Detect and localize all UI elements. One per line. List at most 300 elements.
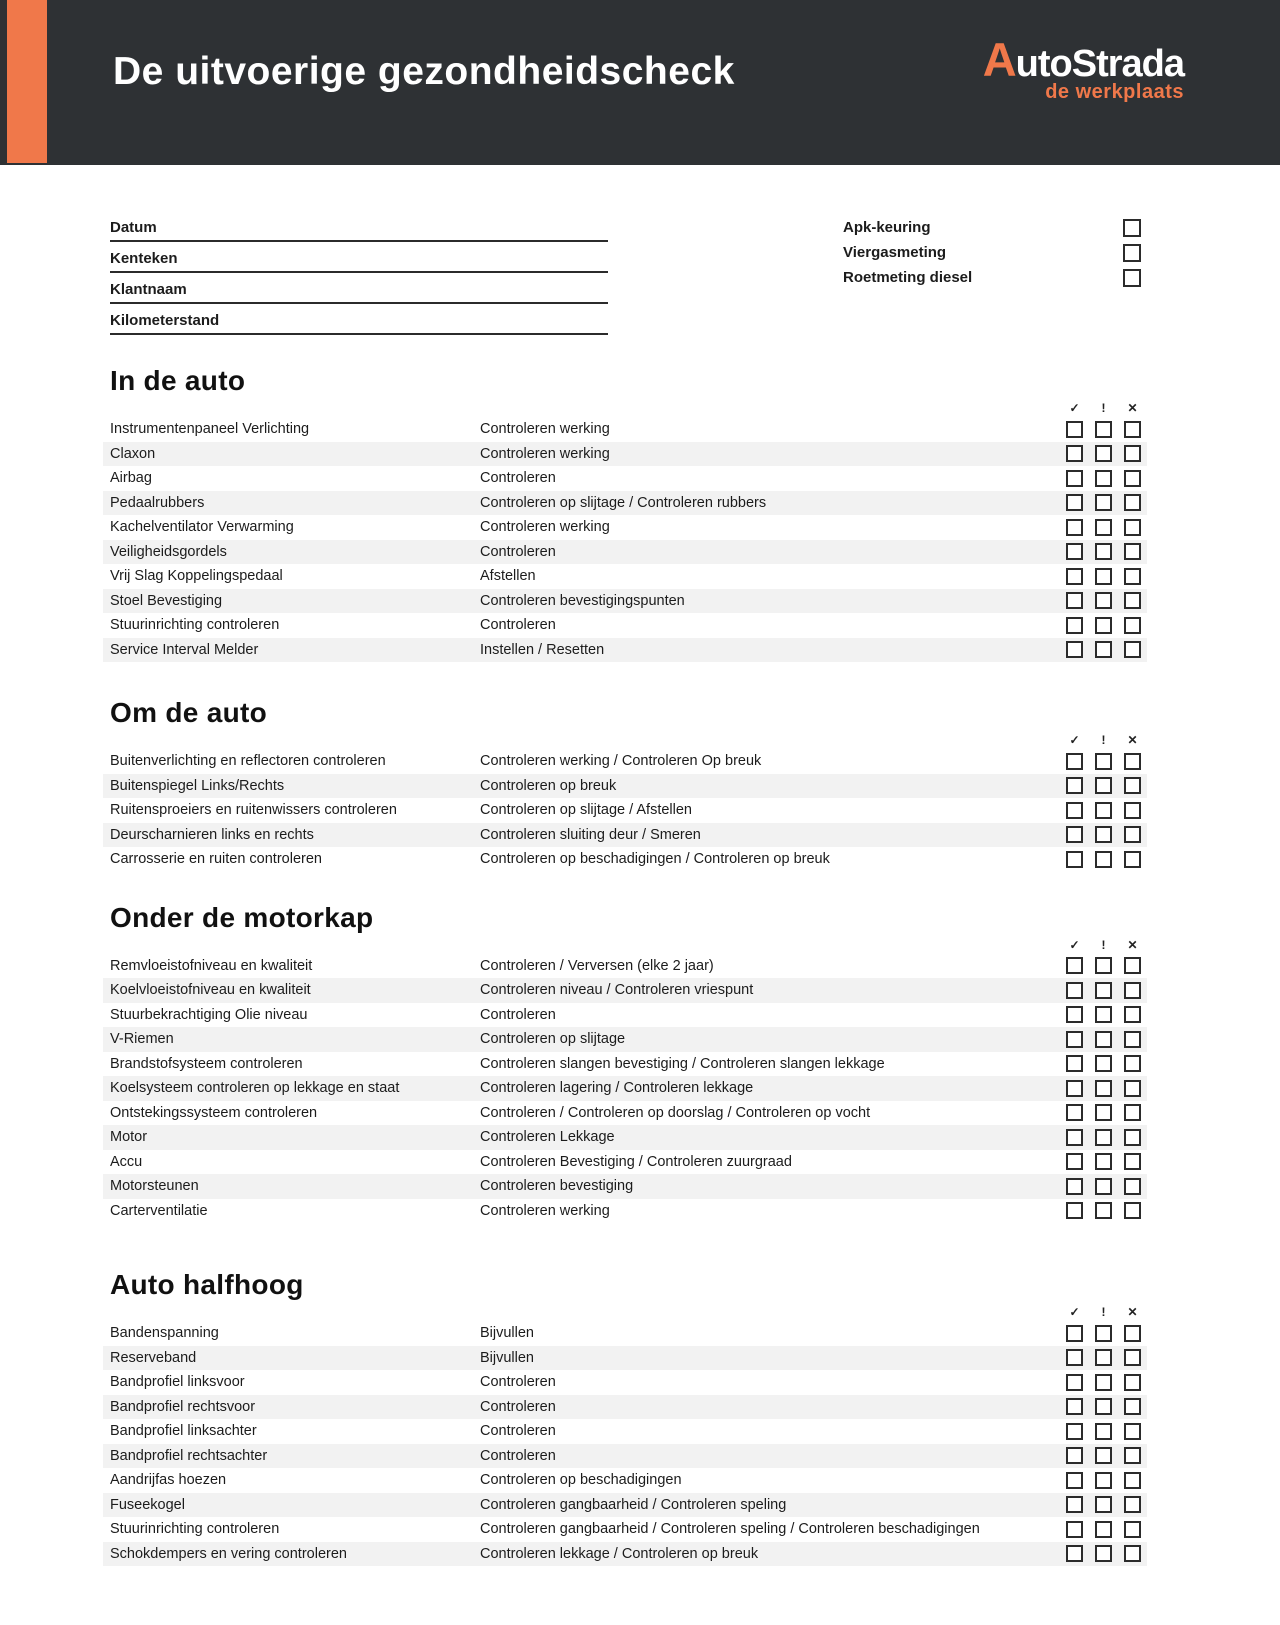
checkbox-fail[interactable] — [1124, 641, 1141, 658]
checkbox-attention[interactable] — [1095, 1153, 1112, 1170]
legend-attention-icon: ! — [1101, 733, 1106, 747]
checkbox-fail[interactable] — [1124, 1447, 1141, 1464]
checkbox-ok[interactable] — [1066, 826, 1083, 843]
checkbox-attention[interactable] — [1095, 494, 1112, 511]
row-item-label: Bandprofiel rechtsachter — [110, 1447, 268, 1464]
checkbox-fail[interactable] — [1124, 494, 1141, 511]
check-row — [103, 1101, 1147, 1126]
check-row — [103, 847, 1147, 872]
checkbox-ok[interactable] — [1066, 592, 1083, 609]
row-checkboxes — [1066, 1129, 1141, 1146]
row-action-label: Controleren bevestiging — [480, 1178, 634, 1195]
checkbox-attention[interactable] — [1095, 445, 1112, 462]
checklist-sections — [103, 365, 1147, 1566]
row-action-label: Controleren gangbaarheid / Controleren speling — [480, 1496, 787, 1513]
row-checkboxes — [1066, 519, 1141, 536]
row-action-label: Controleren werking — [480, 1202, 610, 1219]
legend-fail-icon: ✕ — [1127, 937, 1138, 952]
check-row — [103, 540, 1147, 565]
checkbox-ok[interactable] — [1066, 1178, 1083, 1195]
checkbox-ok[interactable] — [1066, 1129, 1083, 1146]
row-item-label: Buitenverlichting en reflectoren controleren — [110, 753, 386, 770]
row-item-label: Buitenspiegel Links/Rechts — [110, 777, 285, 794]
checkbox-attention[interactable] — [1095, 1521, 1112, 1538]
checkbox-ok[interactable] — [1066, 1374, 1083, 1391]
checkbox-ok[interactable] — [1066, 617, 1083, 634]
section-title: Onder de motorkap — [110, 901, 374, 933]
checkbox-ok[interactable] — [1066, 421, 1083, 438]
checkbox-ok[interactable] — [1066, 519, 1083, 536]
row-action-label: Controleren op slijtage / Controleren rubbers — [480, 494, 767, 511]
checkbox-attention[interactable] — [1095, 1031, 1112, 1048]
row-item-label: Koelvloeistofniveau en kwaliteit — [110, 982, 311, 999]
checkbox-fail[interactable] — [1124, 1129, 1141, 1146]
row-checkboxes — [1066, 1349, 1141, 1366]
checkbox-ok[interactable] — [1066, 445, 1083, 462]
checkbox-ok[interactable] — [1066, 543, 1083, 560]
checkbox-fail[interactable] — [1124, 753, 1141, 770]
row-action-label: Controleren op slijtage — [480, 1031, 626, 1048]
checkbox-fail[interactable] — [1124, 1374, 1141, 1391]
form-field-datum[interactable] — [110, 219, 608, 242]
checkbox-attention[interactable] — [1095, 826, 1112, 843]
row-action-label: Controleren — [480, 1006, 556, 1023]
checkbox-fail[interactable] — [1124, 470, 1141, 487]
checkbox-ok[interactable] — [1066, 851, 1083, 868]
row-item-label: Stoel Bevestiging — [110, 592, 223, 609]
row-checkboxes — [1066, 1104, 1141, 1121]
checkbox-attention[interactable] — [1095, 1447, 1112, 1464]
section-rows — [103, 417, 1147, 662]
row-item-label: Veiligheidsgordels — [110, 543, 227, 560]
extra-test-label: Roetmeting diesel — [843, 269, 973, 286]
row-item-label: Remvloeistofniveau en kwaliteit — [110, 957, 313, 974]
checkbox-ok[interactable] — [1066, 494, 1083, 511]
check-row — [103, 1517, 1147, 1542]
row-action-label: Controleren — [480, 1447, 556, 1464]
row-action-label: Controleren Lekkage — [480, 1129, 615, 1146]
check-row — [103, 1419, 1147, 1444]
row-item-label: Schokdempers en vering controleren — [110, 1545, 347, 1562]
checkbox-ok[interactable] — [1066, 1472, 1083, 1489]
row-item-label: Instrumentenpaneel Verlichting — [110, 421, 310, 438]
legend-fail-icon: ✕ — [1127, 1305, 1138, 1319]
row-action-label: Controleren werking / Controleren Op breuk — [480, 753, 762, 770]
row-item-label: Airbag — [110, 470, 152, 487]
row-action-label: Controleren slangen bevestiging / Controleren slangen lekkage — [480, 1055, 885, 1072]
check-row — [103, 1027, 1147, 1052]
section-title: Om de auto — [110, 697, 268, 728]
checkbox-ok[interactable] — [1066, 1104, 1083, 1121]
row-action-label: Controleren op breuk — [480, 777, 617, 794]
row-item-label: Stuurbekrachtiging Olie niveau — [110, 1006, 308, 1023]
row-checkboxes — [1066, 421, 1141, 438]
logo-wordmark — [982, 33, 1184, 86]
row-checkboxes — [1066, 445, 1141, 462]
logo-subtitle: de werkplaats — [1045, 81, 1184, 103]
check-row — [103, 1174, 1147, 1199]
checkbox-fail[interactable] — [1124, 1153, 1141, 1170]
checkbox-ok[interactable] — [1066, 641, 1083, 658]
checkbox-attention[interactable] — [1095, 641, 1112, 658]
row-item-label: Ontstekingssysteem controleren — [110, 1104, 318, 1121]
row-checkboxes — [1066, 1202, 1141, 1219]
checkbox-attention[interactable] — [1095, 592, 1112, 609]
checkbox-fail[interactable] — [1124, 1325, 1141, 1342]
form-field-klantnaam[interactable] — [110, 281, 608, 304]
check-row — [103, 1150, 1147, 1175]
row-checkboxes — [1066, 1447, 1141, 1464]
checkbox-fail[interactable] — [1124, 957, 1141, 974]
checkbox-ok[interactable] — [1066, 1080, 1083, 1097]
checkbox-attention[interactable] — [1095, 957, 1112, 974]
row-item-label: Kachelventilator Verwarming — [110, 519, 294, 536]
check-row — [103, 417, 1147, 442]
row-checkboxes — [1066, 494, 1141, 511]
row-item-label: Koelsysteem controleren op lekkage en staat — [110, 1080, 400, 1097]
row-item-label: Bandprofiel rechtsvoor — [110, 1398, 256, 1415]
row-checkboxes — [1066, 1374, 1141, 1391]
row-action-label: Controleren op beschadigingen / Controleren op breuk — [480, 851, 830, 868]
row-checkboxes — [1066, 1496, 1141, 1513]
row-item-label: Fuseekogel — [110, 1496, 185, 1513]
checkbox-attention[interactable] — [1095, 568, 1112, 585]
checkbox-fail[interactable] — [1124, 1031, 1141, 1048]
checkbox-ok[interactable] — [1066, 1202, 1083, 1219]
checkbox-ok[interactable] — [1066, 1423, 1083, 1440]
row-action-label: Controleren — [480, 617, 556, 634]
row-action-label: Instellen / Resetten — [480, 641, 605, 658]
checkbox-attention[interactable] — [1095, 1325, 1112, 1342]
row-action-label: Controleren op slijtage / Afstellen — [480, 802, 692, 819]
section-auto-halfhoog — [103, 1269, 1147, 1566]
check-row — [103, 1321, 1147, 1346]
checkbox-apk-keuring[interactable] — [1123, 219, 1141, 237]
section-in-de-auto — [103, 365, 1147, 662]
row-action-label: Controleren lekkage / Controleren op breuk — [480, 1545, 759, 1562]
checkbox-ok[interactable] — [1066, 470, 1083, 487]
extra-test-label: Apk-keuring — [843, 219, 931, 236]
row-action-label: Controleren sluiting deur / Smeren — [480, 826, 701, 843]
row-item-label: Aandrijfas hoezen — [110, 1472, 227, 1489]
row-checkboxes — [1066, 1153, 1141, 1170]
check-row — [103, 1346, 1147, 1371]
row-item-label: Bandenspanning — [110, 1325, 219, 1342]
check-row — [103, 466, 1147, 491]
row-action-label: Controleren — [480, 543, 556, 560]
row-action-label: Controleren bevestigingspunten — [480, 592, 685, 609]
row-checkboxes — [1066, 982, 1141, 999]
row-action-label: Controleren — [480, 1398, 556, 1415]
check-row — [103, 1395, 1147, 1420]
checkbox-attention[interactable] — [1095, 777, 1112, 794]
checkbox-fail[interactable] — [1124, 1496, 1141, 1513]
check-row — [103, 1076, 1147, 1101]
section-rows — [103, 1321, 1147, 1566]
form-fields — [110, 219, 608, 343]
checkbox-fail[interactable] — [1124, 1398, 1141, 1415]
row-checkboxes — [1066, 1178, 1141, 1195]
row-checkboxes — [1066, 1055, 1141, 1072]
form-field-kenteken[interactable] — [110, 250, 608, 273]
check-row — [103, 1468, 1147, 1493]
legend — [103, 401, 1147, 415]
row-item-label: Vrij Slag Koppelingspedaal — [110, 568, 283, 585]
row-item-label: Brandstofsysteem controleren — [110, 1055, 303, 1072]
row-item-label: Bandprofiel linksachter — [110, 1423, 257, 1440]
accent-bar — [7, 0, 47, 163]
row-checkboxes — [1066, 777, 1141, 794]
logo-wordmark-rest: utoStrada — [1015, 43, 1184, 85]
row-action-label: Controleren Bevestiging / Controleren zuurgraad — [480, 1153, 792, 1170]
checkbox-attention[interactable] — [1095, 1398, 1112, 1415]
checkbox-fail[interactable] — [1124, 1202, 1141, 1219]
checkbox-ok[interactable] — [1066, 1006, 1083, 1023]
checkbox-ok[interactable] — [1066, 1031, 1083, 1048]
check-row — [103, 1542, 1147, 1567]
row-checkboxes — [1066, 568, 1141, 585]
checkbox-attention[interactable] — [1095, 1104, 1112, 1121]
check-row — [103, 564, 1147, 589]
check-row — [103, 749, 1147, 774]
row-checkboxes — [1066, 1006, 1141, 1023]
checkbox-ok[interactable] — [1066, 1398, 1083, 1415]
extra-test-row — [843, 265, 1141, 290]
checkbox-fail[interactable] — [1124, 1104, 1141, 1121]
checkbox-ok[interactable] — [1066, 753, 1083, 770]
section-title: In de auto — [110, 365, 246, 396]
legend-attention-icon: ! — [1101, 1305, 1106, 1319]
row-checkboxes — [1066, 592, 1141, 609]
checkbox-attention[interactable] — [1095, 802, 1112, 819]
legend-attention-icon: ! — [1101, 401, 1106, 415]
row-checkboxes — [1066, 802, 1141, 819]
legend — [103, 938, 1147, 952]
check-row — [103, 638, 1147, 663]
checkbox-fail[interactable] — [1124, 826, 1141, 843]
checkbox-attention[interactable] — [1095, 1006, 1112, 1023]
row-checkboxes — [1066, 1423, 1141, 1440]
row-checkboxes — [1066, 957, 1141, 974]
page-header — [0, 0, 1280, 165]
checkbox-ok[interactable] — [1066, 1545, 1083, 1562]
row-item-label: Accu — [110, 1153, 143, 1170]
section-onder-de-motorkap — [103, 902, 1147, 1224]
row-action-label: Controleren gangbaarheid / Controleren speling / Controleren beschadigingen — [480, 1521, 980, 1538]
checkbox-fail[interactable] — [1124, 1178, 1141, 1195]
row-item-label: Stuurinrichting controleren — [110, 617, 280, 634]
check-row — [103, 1052, 1147, 1077]
checkbox-fail[interactable] — [1124, 421, 1141, 438]
extra-test-label: Viergasmeting — [843, 244, 947, 261]
checkbox-fail[interactable] — [1124, 777, 1141, 794]
checkbox-attention[interactable] — [1095, 519, 1112, 536]
legend-check-icon: ✓ — [1069, 401, 1080, 415]
checkbox-fail[interactable] — [1124, 617, 1141, 634]
extra-test-row — [843, 240, 1141, 265]
legend — [103, 733, 1147, 747]
field-label: Klantnaam — [110, 281, 187, 298]
check-row — [103, 798, 1147, 823]
checkbox-ok[interactable] — [1066, 982, 1083, 999]
row-action-label: Controleren niveau / Controleren vriespunt — [480, 982, 754, 999]
row-checkboxes — [1066, 1325, 1141, 1342]
row-checkboxes — [1066, 617, 1141, 634]
row-action-label: Controleren werking — [480, 519, 610, 536]
check-row — [103, 515, 1147, 540]
row-action-label: Controleren — [480, 470, 556, 487]
row-action-label: Controleren werking — [480, 445, 610, 462]
checkbox-fail[interactable] — [1124, 1521, 1141, 1538]
checkbox-attention[interactable] — [1095, 753, 1112, 770]
row-checkboxes — [1066, 1398, 1141, 1415]
checkbox-fail[interactable] — [1124, 1423, 1141, 1440]
section-rows — [103, 749, 1147, 872]
checkbox-roetmeting-diesel[interactable] — [1123, 269, 1141, 287]
checkbox-viergasmeting[interactable] — [1123, 244, 1141, 262]
checkbox-attention[interactable] — [1095, 1423, 1112, 1440]
row-action-label: Afstellen — [480, 568, 536, 585]
row-checkboxes — [1066, 1545, 1141, 1562]
row-checkboxes — [1066, 1521, 1141, 1538]
checkbox-attention[interactable] — [1095, 1496, 1112, 1513]
row-item-label: Motorsteunen — [110, 1178, 199, 1195]
checkbox-attention[interactable] — [1095, 543, 1112, 560]
checkbox-fail[interactable] — [1124, 543, 1141, 560]
checkbox-attention[interactable] — [1095, 1080, 1112, 1097]
checkbox-fail[interactable] — [1124, 1349, 1141, 1366]
checkbox-attention[interactable] — [1095, 617, 1112, 634]
check-row — [103, 442, 1147, 467]
field-label: Datum — [110, 219, 157, 236]
row-action-label: Controleren / Controleren op doorslag / Controleren op vocht — [480, 1104, 871, 1121]
check-row — [103, 1003, 1147, 1028]
check-row — [103, 1493, 1147, 1518]
row-item-label: V-Riemen — [110, 1031, 174, 1048]
check-row — [103, 1370, 1147, 1395]
checkbox-ok[interactable] — [1066, 1153, 1083, 1170]
extra-test-row — [843, 215, 1141, 240]
checkbox-ok[interactable] — [1066, 1055, 1083, 1072]
check-row — [103, 774, 1147, 799]
checkbox-fail[interactable] — [1124, 851, 1141, 868]
checkbox-attention[interactable] — [1095, 1545, 1112, 1562]
row-item-label: Carterventilatie — [110, 1202, 208, 1219]
checkbox-attention[interactable] — [1095, 1374, 1112, 1391]
legend-fail-icon: ✕ — [1127, 733, 1138, 747]
checkbox-attention[interactable] — [1095, 1472, 1112, 1489]
checkbox-fail[interactable] — [1124, 1006, 1141, 1023]
checkbox-attention[interactable] — [1095, 982, 1112, 999]
row-item-label: Service Interval Melder — [110, 641, 259, 658]
checkbox-ok[interactable] — [1066, 568, 1083, 585]
legend-check-icon: ✓ — [1069, 733, 1080, 747]
checkbox-ok[interactable] — [1066, 1349, 1083, 1366]
checkbox-fail[interactable] — [1124, 1055, 1141, 1072]
check-row — [103, 1199, 1147, 1224]
legend-check-icon: ✓ — [1069, 1305, 1080, 1319]
section-om-de-auto — [103, 697, 1147, 872]
checkbox-attention[interactable] — [1095, 421, 1112, 438]
checkbox-ok[interactable] — [1066, 1325, 1083, 1342]
row-action-label: Controleren werking — [480, 421, 610, 438]
checkbox-fail[interactable] — [1124, 982, 1141, 999]
row-item-label: Claxon — [110, 445, 156, 462]
checkbox-attention[interactable] — [1095, 1055, 1112, 1072]
checkbox-fail[interactable] — [1124, 1545, 1141, 1562]
row-action-label: Controleren / Verversen (elke 2 jaar) — [480, 957, 714, 974]
checkbox-fail[interactable] — [1124, 445, 1141, 462]
checkbox-attention[interactable] — [1095, 470, 1112, 487]
checkbox-fail[interactable] — [1124, 802, 1141, 819]
checkbox-ok[interactable] — [1066, 957, 1083, 974]
row-checkboxes — [1066, 543, 1141, 560]
legend-check-icon: ✓ — [1069, 937, 1080, 952]
check-row — [103, 491, 1147, 516]
row-action-label: Controleren — [480, 1374, 556, 1391]
row-checkboxes — [1066, 851, 1141, 868]
row-item-label: Ruitensproeiers en ruitenwissers controleren — [110, 802, 397, 819]
row-action-label: Controleren op beschadigingen — [480, 1472, 682, 1489]
checkbox-fail[interactable] — [1124, 592, 1141, 609]
check-row — [103, 978, 1147, 1003]
legend-fail-icon: ✕ — [1127, 401, 1138, 415]
row-action-label: Bijvullen — [480, 1349, 534, 1366]
row-checkboxes — [1066, 1031, 1141, 1048]
checkbox-ok[interactable] — [1066, 1521, 1083, 1538]
form-field-kilometerstand[interactable] — [110, 312, 608, 335]
checkbox-fail[interactable] — [1124, 1472, 1141, 1489]
checkbox-fail[interactable] — [1124, 519, 1141, 536]
row-checkboxes — [1066, 1472, 1141, 1489]
checkbox-fail[interactable] — [1124, 1080, 1141, 1097]
section-rows — [103, 954, 1147, 1224]
row-item-label: Pedaalrubbers — [110, 494, 205, 511]
row-item-label: Deurscharnieren links en rechts — [110, 826, 314, 843]
checkbox-ok[interactable] — [1066, 802, 1083, 819]
row-item-label: Carrosserie en ruiten controleren — [110, 851, 322, 868]
row-item-label: Motor — [110, 1129, 148, 1146]
checkbox-ok[interactable] — [1066, 777, 1083, 794]
row-action-label: Bijvullen — [480, 1325, 534, 1342]
checkbox-ok[interactable] — [1066, 1496, 1083, 1513]
check-row — [103, 613, 1147, 638]
row-item-label: Bandprofiel linksvoor — [110, 1374, 245, 1391]
row-item-label: Reserveband — [110, 1349, 197, 1366]
check-row — [103, 954, 1147, 979]
legend-attention-icon: ! — [1101, 937, 1106, 952]
checkbox-attention[interactable] — [1095, 1129, 1112, 1146]
checkbox-attention[interactable] — [1095, 1202, 1112, 1219]
row-item-label: Stuurinrichting controleren — [110, 1521, 280, 1538]
checkbox-fail[interactable] — [1124, 568, 1141, 585]
checkbox-ok[interactable] — [1066, 1447, 1083, 1464]
check-row — [103, 589, 1147, 614]
page-title: De uitvoerige gezondheidscheck — [113, 50, 735, 93]
row-action-label: Controleren — [480, 1423, 556, 1440]
check-row — [103, 1444, 1147, 1469]
checkbox-attention[interactable] — [1095, 1349, 1112, 1366]
field-label: Kenteken — [110, 250, 178, 267]
checkbox-attention[interactable] — [1095, 1178, 1112, 1195]
row-checkboxes — [1066, 753, 1141, 770]
check-row — [103, 1125, 1147, 1150]
autostrada-logo — [982, 33, 1184, 103]
legend — [103, 1305, 1147, 1319]
checkbox-attention[interactable] — [1095, 851, 1112, 868]
row-checkboxes — [1066, 1080, 1141, 1097]
row-checkboxes — [1066, 470, 1141, 487]
